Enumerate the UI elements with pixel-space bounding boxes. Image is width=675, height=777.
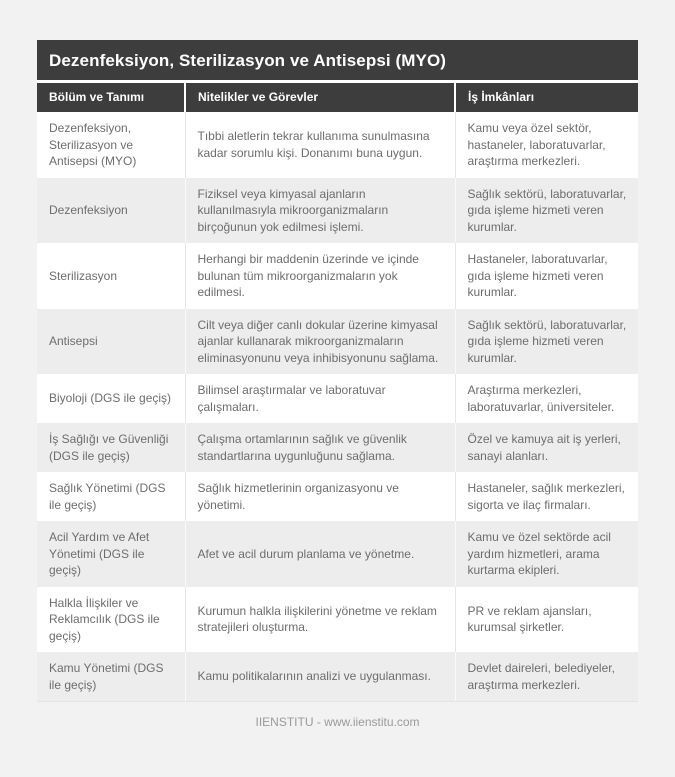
cell-bolum: Halkla İlişkiler ve Reklamcılık (DGS ile geçiş) [37,587,185,653]
cell-nitelikler: Tıbbi aletlerin tekrar kullanıma sunulmasına kadar sorumlu kişi. Donanımı buna uygun. [185,112,455,178]
cell-bolum: Dezenfeksiyon, Sterilizasyon ve Antisepsi (MYO) [37,112,185,178]
cell-nitelikler: Cilt veya diğer canlı dokular üzerine kimyasal ajanlar kullanarak mikroorganizmaların eliminasyonunu veya inhibisyonunu sağlama. [185,309,455,375]
column-header-bolum: Bölüm ve Tanımı [37,83,185,112]
cell-nitelikler: Çalışma ortamlarının sağlık ve güvenlik standartlarına uygunluğunu sağlama. [185,423,455,472]
page-title: Dezenfeksiyon, Sterilizasyon ve Antisepsi (MYO) [37,40,638,83]
table-row [37,652,638,701]
table-row [37,587,638,653]
table-row [37,423,638,472]
column-header-imkanlari: İş İmkânları [455,83,638,112]
table-row [37,112,638,178]
cell-nitelikler: Afet ve acil durum planlama ve yönetme. [185,521,455,587]
cell-imkanlar: Kamu ve özel sektörde acil yardım hizmetleri, arama kurtarma ekipleri. [455,521,638,587]
cell-bolum: Dezenfeksiyon [37,178,185,244]
cell-bolum: Sterilizasyon [37,243,185,309]
cell-imkanlar: Araştırma merkezleri, laboratuvarlar, üniversiteler. [455,374,638,423]
cell-bolum: İş Sağlığı ve Güvenliği (DGS ile geçiş) [37,423,185,472]
cell-imkanlar: Sağlık sektörü, laboratuvarlar, gıda işleme hizmeti veren kurumlar. [455,178,638,244]
header-row [37,83,638,112]
cell-imkanlar: Sağlık sektörü, laboratuvarlar, gıda işleme hizmeti veren kurumlar. [455,309,638,375]
table-card [37,40,638,702]
cell-imkanlar: Özel ve kamuya ait iş yerleri, sanayi alanları. [455,423,638,472]
cell-nitelikler: Kurumun halkla ilişkilerini yönetme ve reklam stratejileri oluşturma. [185,587,455,653]
table-row [37,374,638,423]
cell-bolum: Sağlık Yönetimi (DGS ile geçiş) [37,472,185,521]
cell-nitelikler: Herhangi bir maddenin üzerinde ve içinde bulunan tüm mikroorganizmaların yok edilmesi. [185,243,455,309]
cell-bolum: Acil Yardım ve Afet Yönetimi (DGS ile geçiş) [37,521,185,587]
cell-imkanlar: PR ve reklam ajansları, kurumsal şirketler. [455,587,638,653]
cell-bolum: Biyoloji (DGS ile geçiş) [37,374,185,423]
cell-bolum: Antisepsi [37,309,185,375]
cell-imkanlar: Hastaneler, sağlık merkezleri, sigorta ve ilaç firmaları. [455,472,638,521]
cell-nitelikler: Bilimsel araştırmalar ve laboratuvar çalışmaları. [185,374,455,423]
cell-imkanlar: Kamu veya özel sektör, hastaneler, laboratuvarlar, araştırma merkezleri. [455,112,638,178]
footer-credit: IIENSTITU - www.iienstitu.com [255,715,420,729]
cell-nitelikler: Kamu politikalarının analizi ve uygulanması. [185,652,455,701]
cell-nitelikler: Fiziksel veya kimyasal ajanların kullanılmasıyla mikroorganizmaların birçoğunun yok edilmesi işlemi. [185,178,455,244]
column-header-nitelikler: Nitelikler ve Görevler [185,83,455,112]
table-row [37,472,638,521]
table-row [37,178,638,244]
table-row [37,521,638,587]
cell-nitelikler: Sağlık hizmetlerinin organizasyonu ve yönetimi. [185,472,455,521]
table-row [37,243,638,309]
cell-bolum: Kamu Yönetimi (DGS ile geçiş) [37,652,185,701]
program-table [37,83,638,701]
table-row [37,309,638,375]
cell-imkanlar: Hastaneler, laboratuvarlar, gıda işleme hizmeti veren kurumlar. [455,243,638,309]
cell-imkanlar: Devlet daireleri, belediyeler, araştırma merkezleri. [455,652,638,701]
